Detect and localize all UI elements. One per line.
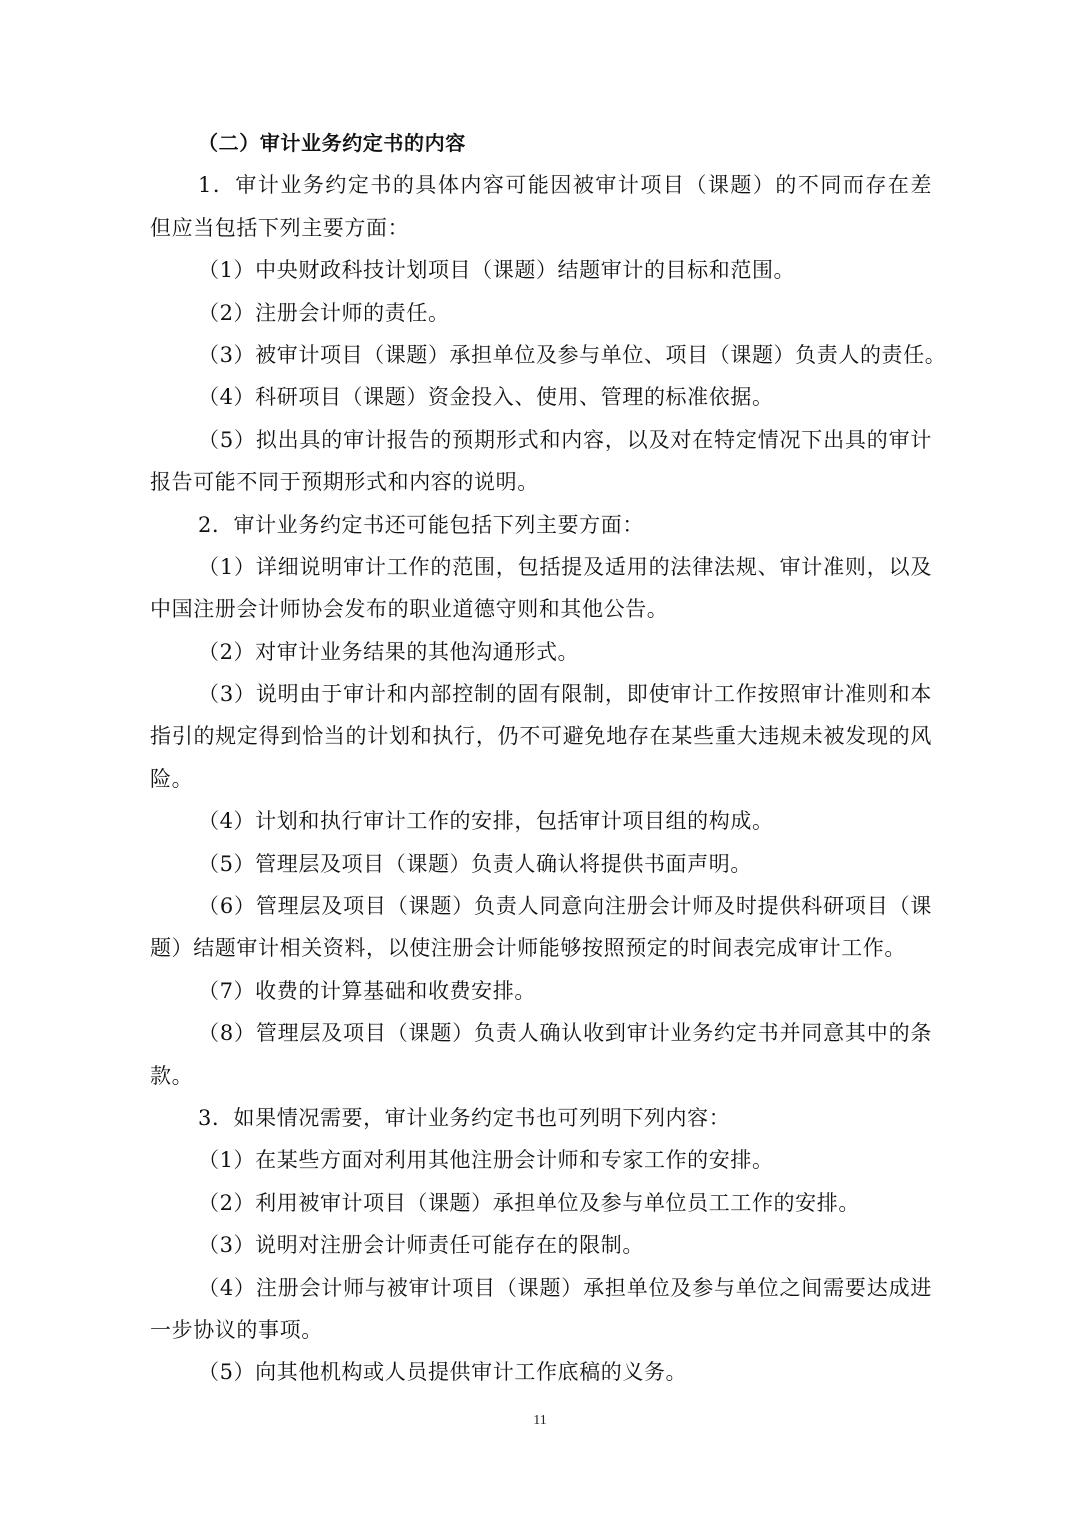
- text-line-15: 险。: [150, 766, 194, 791]
- text-line-28: 一步协议的事项。: [150, 1317, 323, 1342]
- page-number: 11: [533, 1413, 547, 1428]
- text-line-21: （8）管理层及项目（课题）负责人确认收到审计业务约定书并同意其中的条: [198, 1021, 932, 1046]
- text-line-29: （5）向其他机构或人员提供审计工作底稿的义务。: [198, 1360, 688, 1385]
- text-line-9: 2．审计业务约定书还可能包括下列主要方面：: [198, 512, 644, 537]
- text-line-26: （3）说明对注册会计师责任可能存在的限制。: [198, 1233, 644, 1258]
- text-line-5: （3）被审计项目（课题）承担单位及参与单位、项目（课题）负责人的责任。: [198, 342, 947, 367]
- text-line-25: （2）利用被审计项目（课题）承担单位及参与单位员工工作的安排。: [198, 1190, 860, 1215]
- text-line-16: （4）计划和执行审计工作的安排，包括审计项目组的构成。: [198, 809, 774, 834]
- text-line-14: 指引的规定得到恰当的计划和执行，仍不可避免地存在某些重大违规未被发现的风: [150, 724, 932, 749]
- text-line-27: （4）注册会计师与被审计项目（课题）承担单位及参与单位之间需要达成进: [198, 1275, 932, 1300]
- text-line-8: 报告可能不同于预期形式和内容的说明。: [150, 470, 539, 495]
- text-line-11: 中国注册会计师协会发布的职业道德守则和其他公告。: [150, 597, 669, 622]
- text-line-2: 但应当包括下列主要方面：: [150, 215, 410, 240]
- text-line-23: 3．如果情况需要，审计业务约定书也可列明下列内容：: [198, 1105, 731, 1130]
- text-line-24: （1）在某些方面对利用其他注册会计师和专家工作的安排。: [198, 1148, 774, 1173]
- text-line-3: （1）中央财政科技计划项目（课题）结题审计的目标和范围。: [198, 258, 796, 283]
- text-line-22: 款。: [150, 1063, 194, 1088]
- text-line-10: （1）详细说明审计工作的范围，包括提及适用的法律法规、审计准则，以及: [198, 554, 932, 579]
- text-line-20: （7）收费的计算基础和收费安排。: [198, 978, 536, 1003]
- text-line-6: （4）科研项目（课题）资金投入、使用、管理的标准依据。: [198, 385, 774, 410]
- text-line-12: （2）对审计业务结果的其他沟通形式。: [198, 639, 580, 664]
- text-line-17: （5）管理层及项目（课题）负责人确认将提供书面声明。: [198, 851, 752, 876]
- text-line-19: 题）结题审计相关资料，以使注册会计师能够按照预定的时间表完成审计工作。: [150, 936, 906, 961]
- text-line-1: 1．审计业务约定书的具体内容可能因被审计项目（课题）的不同而存在差: [198, 173, 932, 198]
- page-content: [150, 122, 947, 1394]
- text-line-4: （2）注册会计师的责任。: [198, 300, 450, 325]
- text-line-13: （3）说明由于审计和内部控制的固有限制，即使审计工作按照审计准则和本: [198, 682, 932, 707]
- text-line-18: （6）管理层及项目（课题）负责人同意向注册会计师及时提供科研项目（课: [198, 894, 932, 919]
- section-heading: （二）审计业务约定书的内容: [198, 131, 466, 155]
- text-line-7: （5）拟出具的审计报告的预期形式和内容，以及对在特定情况下出具的审计: [198, 427, 932, 452]
